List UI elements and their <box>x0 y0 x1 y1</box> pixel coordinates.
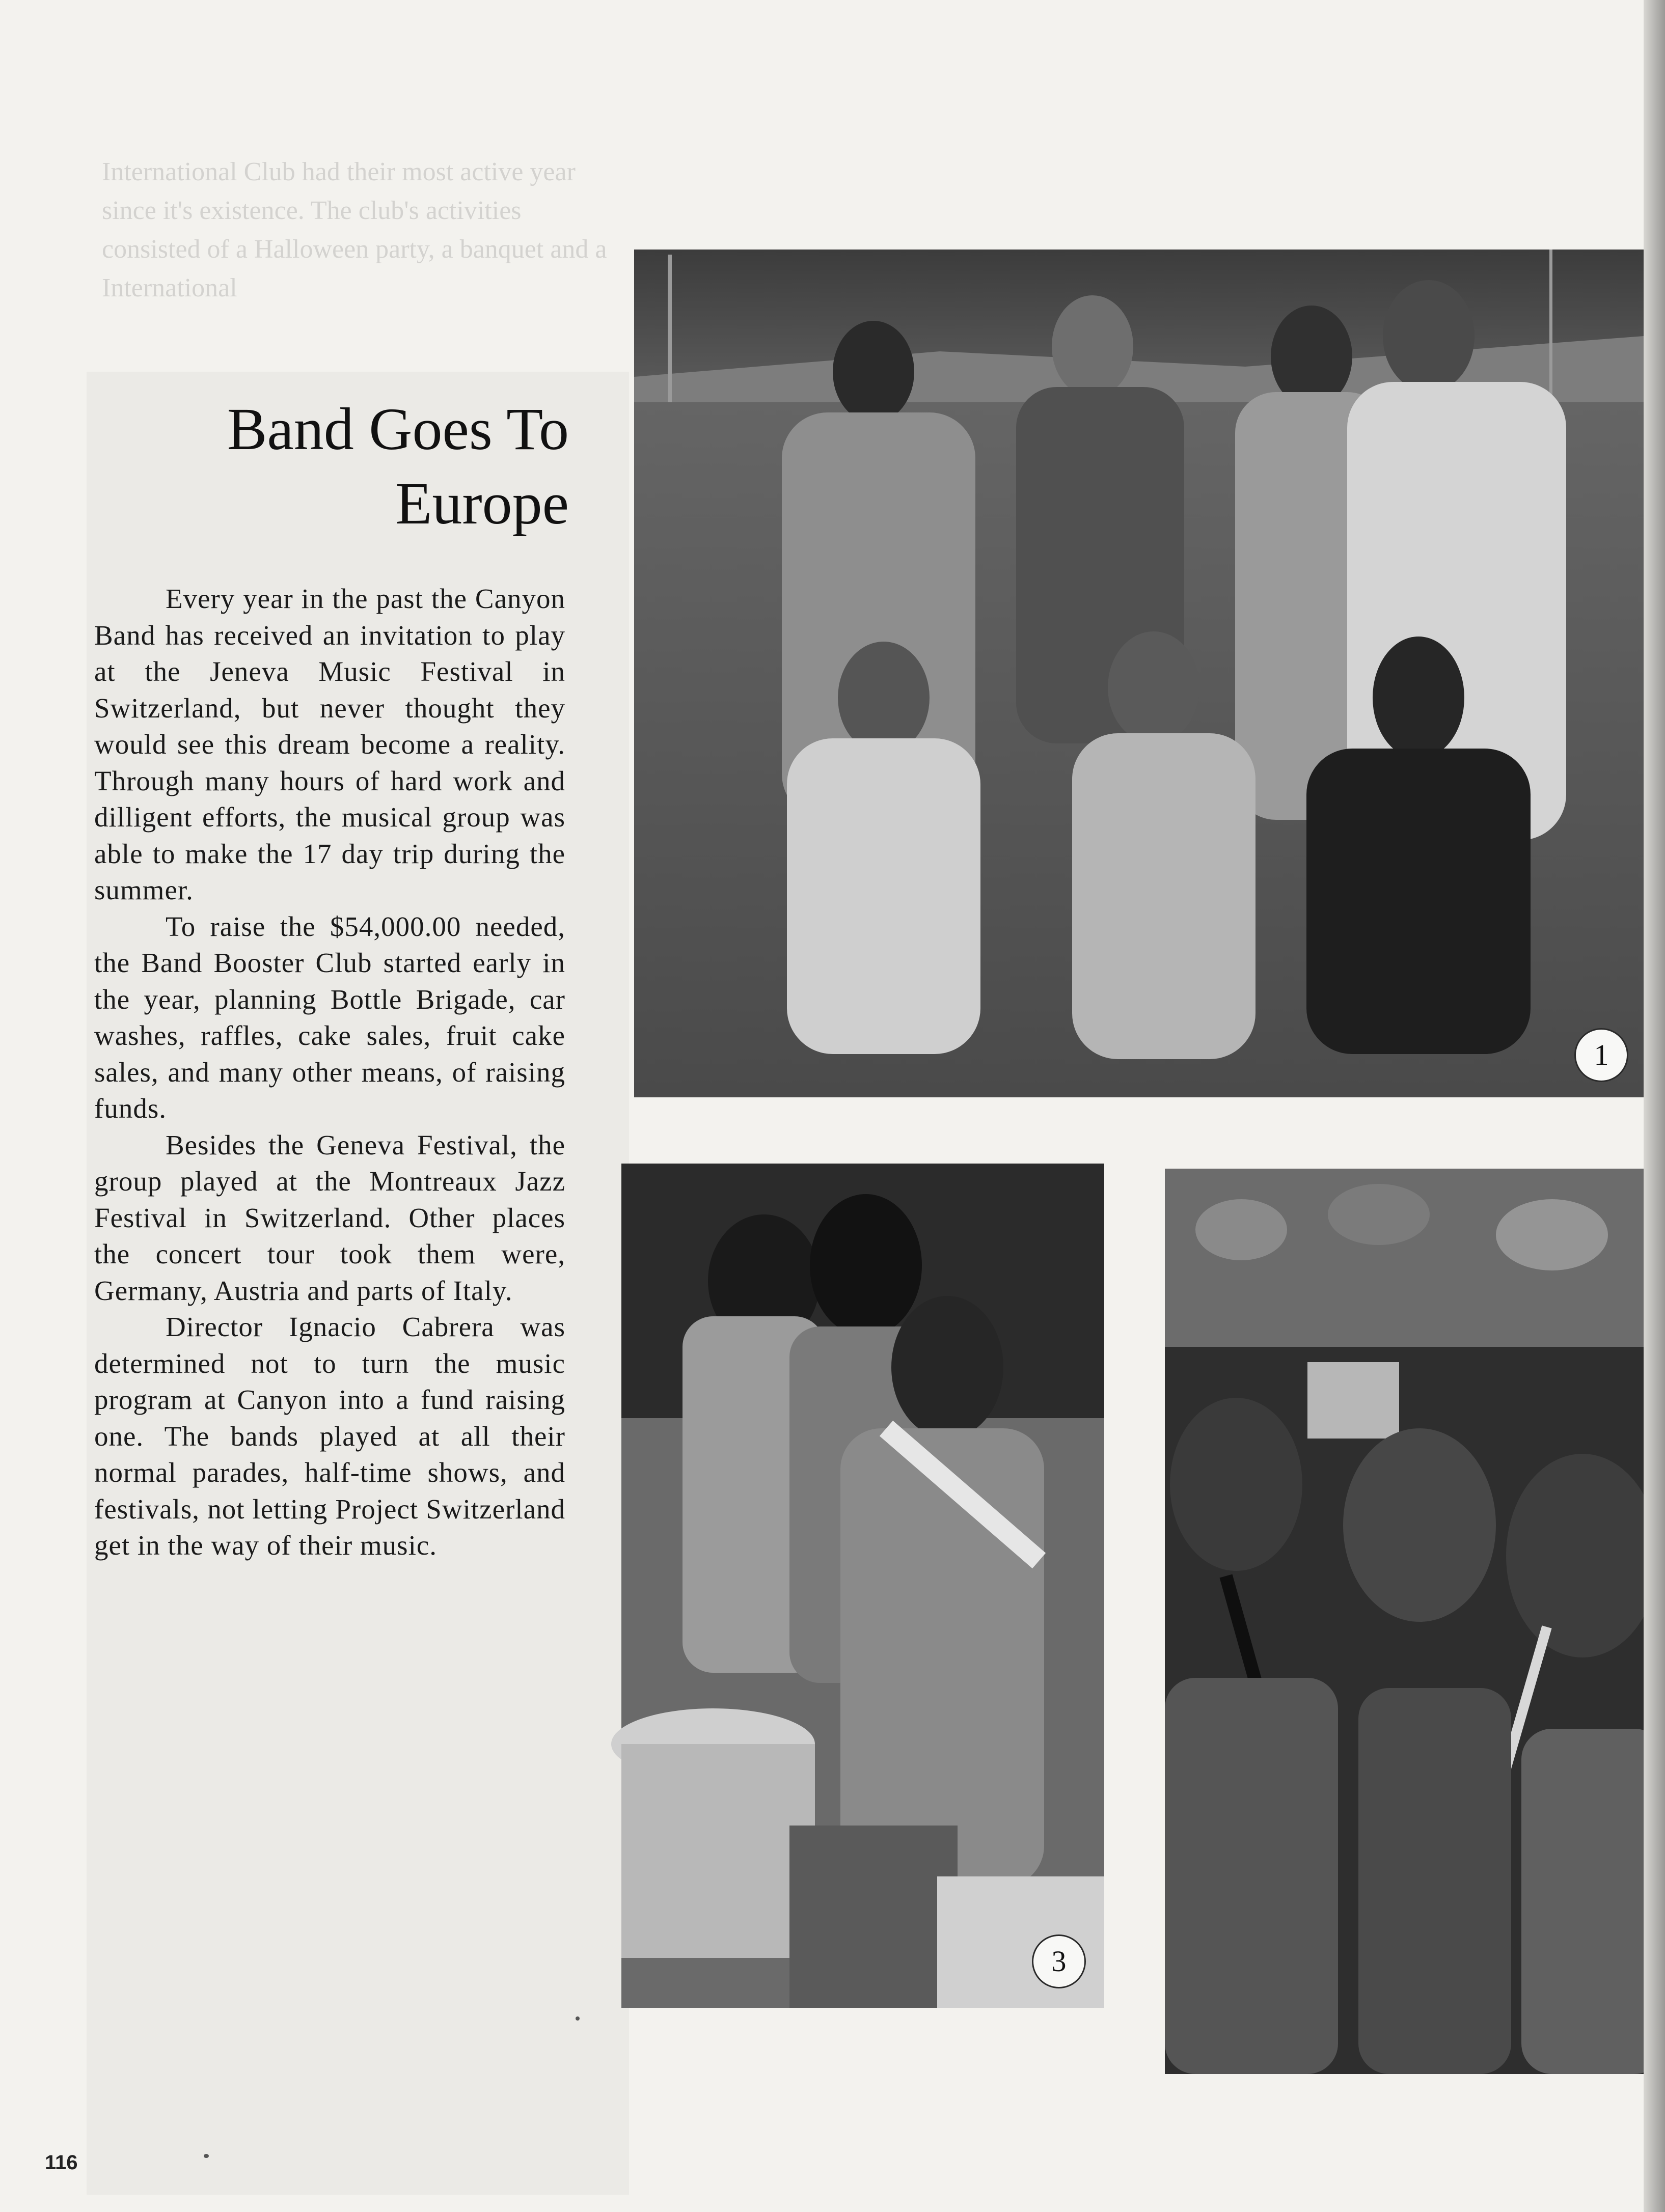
paragraph-2: To raise the $54,000.00 needed, the Band Booster Club started early in the year, planning Bottle Brigade, car washes, raffles, cake sales, fruit cake sales, and many other means, of raising funds. <box>94 910 565 1124</box>
band-group-photo-image <box>634 250 1644 1097</box>
band-seated-photo-image <box>1165 1169 1665 2074</box>
band-group-photo <box>634 250 1644 1097</box>
photo-number-badge-1: 1 <box>1574 1028 1628 1082</box>
drummers-photo-image <box>621 1164 1104 2008</box>
page-binding-edge <box>1644 0 1665 2212</box>
scan-speck <box>576 2016 580 2021</box>
photo-number-badge-3: 3 <box>1032 1934 1086 1988</box>
page-number: 116 <box>45 2151 78 2174</box>
paragraph-4: Director Ignacio Cabrera was determined not to turn the music program at Canyon into a fund raising one. The bands played at all their normal parades, half-time shows, and festivals, not letting Project Switzerland get in the way of their music. <box>94 1311 565 1561</box>
paragraph-3: Besides the Geneva Festival, the group played at the Montreaux Jazz Festival in Switzerland. Other places the concert tour took them were, Germany, Austria and parts of Italy. <box>94 1129 565 1306</box>
scan-speck <box>204 2154 209 2158</box>
article-body <box>94 580 565 1564</box>
drummers-photo <box>621 1164 1104 2008</box>
title-line-1: Band Goes To <box>227 396 569 462</box>
bleed-through-text: International Club had their most active year since it's existence. The club's activities consisted of a Halloween party, a banquet and a International <box>102 157 614 302</box>
paragraph-1: Every year in the past the Canyon Band has received an invitation to play at the Jeneva Music Festival in Switzerland, but never thought they would see this dream become a reality. Through many hours of hard work and dilligent efforts, the musical group was able to make the 17 day trip during the summer. <box>94 583 565 905</box>
article-title <box>60 392 569 541</box>
title-line-2: Europe <box>395 470 569 537</box>
band-seated-photo <box>1165 1169 1665 2074</box>
